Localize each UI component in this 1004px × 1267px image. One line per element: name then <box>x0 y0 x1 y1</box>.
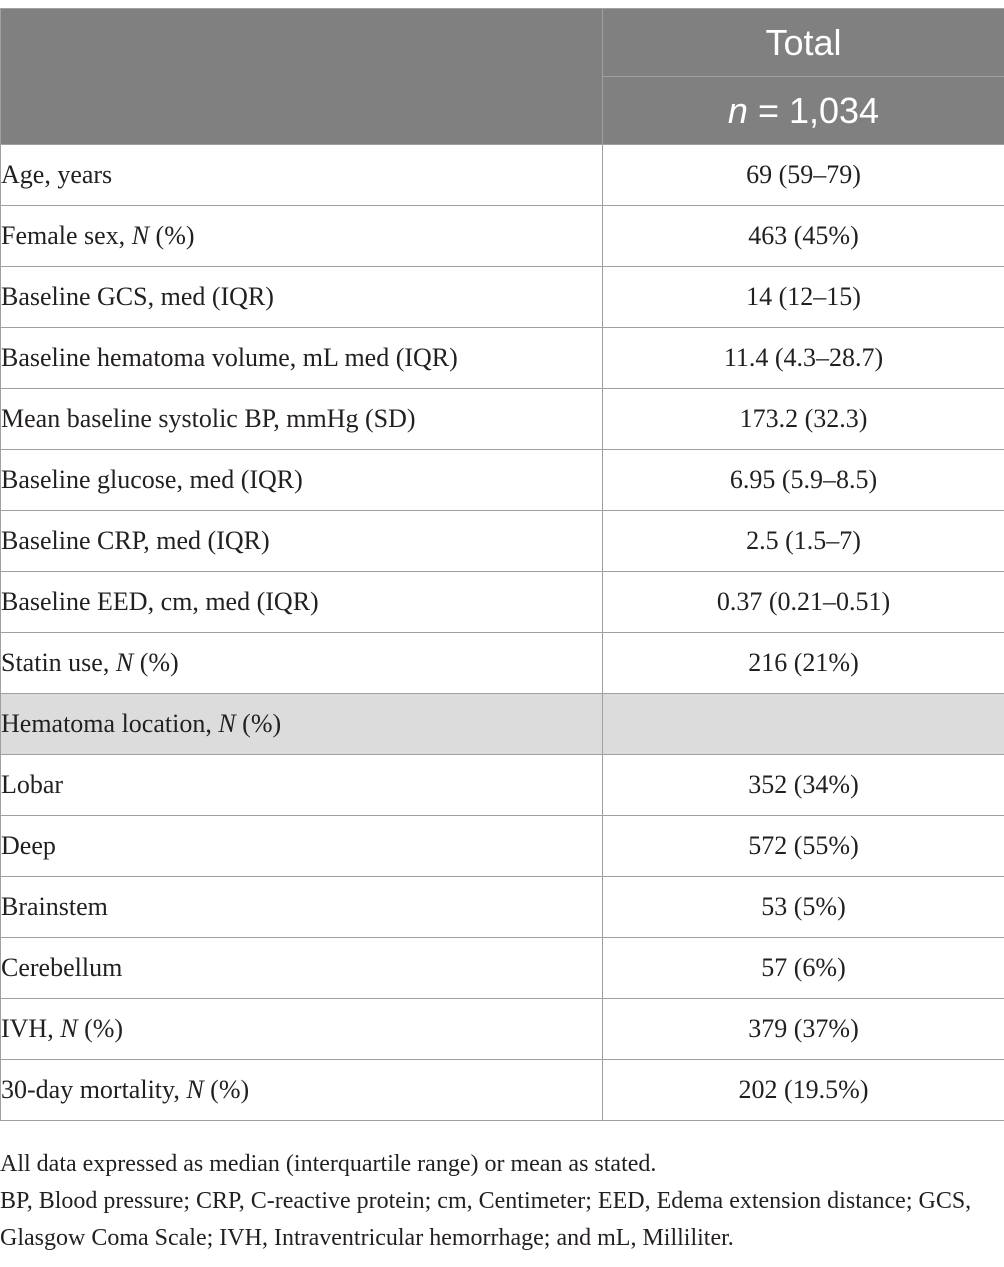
row-label-suffix: (%) <box>77 1014 124 1043</box>
table-row <box>1 633 1004 694</box>
row-label <box>1 877 603 938</box>
table-body <box>1 145 1004 1121</box>
row-label-text: IVH, <box>1 1014 61 1043</box>
row-value: 11.4 (4.3–28.7) <box>603 328 1004 389</box>
sample-size-value: = 1,034 <box>757 89 880 131</box>
row-label-text: Statin use, <box>1 648 116 677</box>
row-label-text: Baseline CRP, med (IQR) <box>1 526 270 555</box>
footnote-line-1: All data expressed as median (interquartile range) or mean as stated. <box>0 1151 657 1177</box>
row-label <box>1 267 603 328</box>
row-value: 69 (59–79) <box>603 145 1004 206</box>
row-label-suffix: (%) <box>203 1075 250 1104</box>
row-value: 572 (55%) <box>603 816 1004 877</box>
row-label-text: Baseline glucose, med (IQR) <box>1 465 303 494</box>
row-label-italic: N <box>218 709 236 738</box>
row-label-text: Hematoma location, <box>1 709 219 738</box>
baseline-characteristics-table <box>0 8 1004 1121</box>
row-label <box>1 999 603 1060</box>
row-label-text: Female sex, <box>1 221 132 250</box>
row-value: 202 (19.5%) <box>603 1060 1004 1121</box>
row-value: 57 (6%) <box>603 938 1004 999</box>
column-title: Total <box>603 9 1004 77</box>
table-footnote <box>0 1146 1004 1257</box>
row-label-italic: N <box>186 1075 204 1104</box>
row-label-text: Age, years <box>1 160 113 189</box>
table-row <box>1 572 1004 633</box>
row-label <box>1 450 603 511</box>
row-value: 216 (21%) <box>603 633 1004 694</box>
table-row <box>1 267 1004 328</box>
row-label-italic: N <box>115 648 134 677</box>
table-row <box>1 328 1004 389</box>
row-value: 352 (34%) <box>603 755 1004 816</box>
row-value: 2.5 (1.5–7) <box>603 511 1004 572</box>
row-value: 53 (5%) <box>603 877 1004 938</box>
table-header <box>1 9 1004 145</box>
row-label <box>1 389 603 450</box>
row-label <box>1 1060 603 1121</box>
row-label-suffix: (%) <box>235 709 282 738</box>
row-label-text: Baseline GCS, med (IQR) <box>1 282 274 311</box>
row-value: 0.37 (0.21–0.51) <box>603 572 1004 633</box>
row-value <box>603 694 1004 755</box>
row-label-text: 30-day mortality, <box>1 1075 187 1104</box>
row-label-text: Lobar <box>1 770 64 799</box>
row-label-italic: N <box>131 221 150 250</box>
table-row <box>1 389 1004 450</box>
table-row <box>1 145 1004 206</box>
row-label <box>1 328 603 389</box>
row-label <box>1 816 603 877</box>
header-empty-cell <box>1 9 603 145</box>
row-label <box>1 633 603 694</box>
table-row <box>1 938 1004 999</box>
row-value: 173.2 (32.3) <box>603 389 1004 450</box>
row-label-text: Brainstem <box>1 892 108 921</box>
table-row <box>1 999 1004 1060</box>
row-label-italic: N <box>60 1014 78 1043</box>
sample-size-header <box>603 77 1004 145</box>
row-label-suffix: (%) <box>149 221 195 250</box>
row-label <box>1 145 603 206</box>
row-label-text: Baseline hematoma volume, mL med (IQR) <box>1 343 458 372</box>
sample-size-symbol: n <box>727 89 748 131</box>
row-label-text: Baseline EED, cm, med (IQR) <box>1 587 319 616</box>
table-row <box>1 511 1004 572</box>
row-value: 379 (37%) <box>603 999 1004 1060</box>
table-row <box>1 755 1004 816</box>
table-row <box>1 206 1004 267</box>
row-value: 463 (45%) <box>603 206 1004 267</box>
table-row <box>1 450 1004 511</box>
row-label-suffix: (%) <box>133 648 179 677</box>
table-row <box>1 694 1004 755</box>
row-label <box>1 694 603 755</box>
row-label <box>1 511 603 572</box>
row-value: 6.95 (5.9–8.5) <box>603 450 1004 511</box>
row-label-text: Cerebellum <box>1 953 123 982</box>
row-label <box>1 938 603 999</box>
table-row <box>1 1060 1004 1121</box>
footnote-abbreviations: BP, Blood pressure; CRP, C-reactive protein; cm, Centimeter; EED, Edema extension distance; GCS, Glasgow Coma Scale; IVH, Intraventricular hemorrhage; and mL, Milliliter. <box>0 1188 972 1251</box>
row-label-text: Deep <box>1 831 56 860</box>
table-row <box>1 877 1004 938</box>
row-label-text: Mean baseline systolic BP, mmHg (SD) <box>1 404 416 433</box>
table-row <box>1 816 1004 877</box>
row-label <box>1 572 603 633</box>
row-label <box>1 755 603 816</box>
row-label <box>1 206 603 267</box>
row-value: 14 (12–15) <box>603 267 1004 328</box>
